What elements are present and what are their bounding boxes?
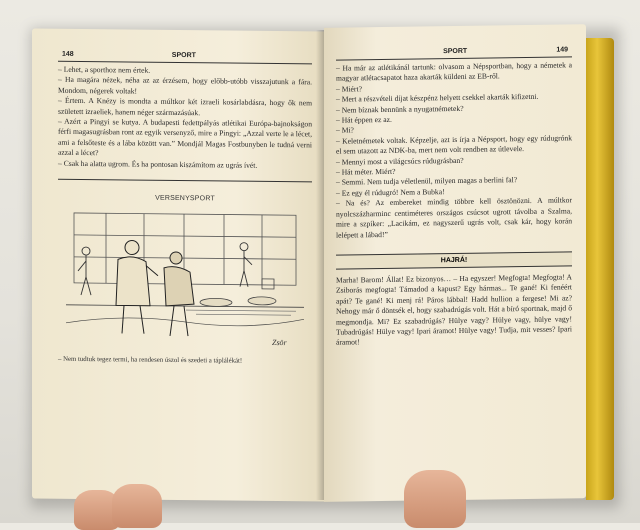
left-paragraph: – Ha magára nézek, néha az az érzésem, hogy előbb-utóbb visszajutunk a fára. Mondom, négerek voltak! bbox=[58, 75, 312, 96]
right-paragraph: – Mert a részvételi díjat készpénz helyett csekkel akarták kifizetni. bbox=[336, 92, 539, 104]
right-paragraph: – Miért? bbox=[336, 84, 362, 94]
right-paragraph: – Semmi. Nem tudja véletlenül, milyen magas a berlini fal? bbox=[336, 175, 518, 188]
cartoon-illustration bbox=[66, 205, 304, 355]
section-banner: HAJRÁ! bbox=[336, 251, 572, 269]
right-paragraph: – Hát éppen ez az. bbox=[336, 114, 392, 125]
left-running-head: SPORT bbox=[171, 51, 196, 60]
right-paragraph: – Mennyi most a világcsúcs rúdugrásban? bbox=[336, 155, 464, 167]
right-paragraph: – Keletnémetek voltak. Képzelje, azt is írja a Népsport, hogy egy rúdugrónk el sem utazott az NDK-ba, mert nem volt rendben az útlevele. bbox=[336, 133, 572, 156]
left-body-text bbox=[58, 65, 312, 172]
section-text: Marha! Barom! Állat! Ez bizonyos… – Ha egyszer! Megfogta! Megfogta! A Zsiborás megfogta! Támadod a kapust? Egy hármas... Te gané! Ki fenéért apát? Te gané! Ki menj rá! Páros lábbal! Hadd hullion a fergese! Mi az? Nehogy már ő döntsék el, hogy szabadrúgás volt. Hát a bíró sportnak, majd ő megmondja. Mi? Ez szabadrúgás? Hülye vagy? Hülye vagy, hülye vagy! Tubadrúgás! Hülye vagy! Ipari áramot! Hülye vagy! Tudja, mit vesses? Ipari áramot! bbox=[336, 272, 572, 348]
right-page-content bbox=[336, 46, 572, 348]
right-running-head: SPORT bbox=[443, 47, 468, 56]
right-paragraph: – Mi? bbox=[336, 125, 354, 136]
left-page-header bbox=[58, 51, 312, 61]
right-page-number: 149 bbox=[556, 46, 568, 54]
left-paragraph: – Azért a Pingyi se kutya. A budapesti fedettpályás atlétikai Európa-bajnokságon férfi magasugrásban ront az egyik versenyző, mire a Pingyi: „Azzal verte le a lécet, ami a felsőteste és a lába között van.” Mondjál Magas Fostbunyben le tudná verni azzal a lécet? bbox=[58, 116, 312, 158]
right-paragraph: – Hát méter. Miért? bbox=[336, 166, 396, 177]
left-paragraph: – Értem. A Knézy is mondta a múltkor két izraeli kosárlabdásra, hogy ők nem született izraeliek, hanem néger származásúak. bbox=[58, 95, 312, 117]
right-paragraph: – Na és? Az embereket mindig többre kell ösztönözni. A múltkor nyolcszázharminc centiméteres országos csúcsot ugrott távolba a Szalma, mire a szpíker: „Lacikám, ez nagyszerű ugrás volt, csak kár, hogy korán lelépett a lábad!” bbox=[336, 195, 572, 240]
left-page-number: 148 bbox=[62, 50, 74, 58]
left-section-rule bbox=[58, 179, 312, 183]
right-page bbox=[324, 24, 586, 502]
left-paragraph: – Lehet, a sporthoz nem értek. bbox=[58, 64, 151, 75]
right-paragraph: – Ez egy él rúdugró! Nem a Bubka! bbox=[336, 187, 445, 198]
left-header-rule bbox=[58, 61, 312, 65]
left-page-content bbox=[58, 51, 312, 367]
right-body-text bbox=[336, 60, 572, 240]
cartoon-title: VERSENYSPORT bbox=[155, 194, 215, 203]
left-finger bbox=[112, 484, 162, 528]
left-paragraph: – Csak ha alatta ugrom. És ha pontosan kiszámítom az ugrás ívét. bbox=[58, 158, 258, 170]
right-paragraph: – Nem bíznak bennünk a nyugatnémetek? bbox=[336, 103, 464, 115]
right-thumb bbox=[404, 470, 466, 528]
cartoon-caption: – Nem tudtuk tegez termi, ha rendesen úszol és szedeti a táplálékát! bbox=[58, 355, 243, 365]
cartoon-signature: Zsör bbox=[272, 338, 287, 348]
book-cover-edge bbox=[586, 38, 614, 500]
left-page bbox=[32, 28, 324, 501]
right-paragraph: – Ha már az atlétikánál tartunk: olvasom a Népsportban, hogy a németek a magyar atlétacsapatot haza akarták küldeni az EB-ről. bbox=[336, 60, 572, 84]
right-page-header bbox=[336, 46, 572, 56]
